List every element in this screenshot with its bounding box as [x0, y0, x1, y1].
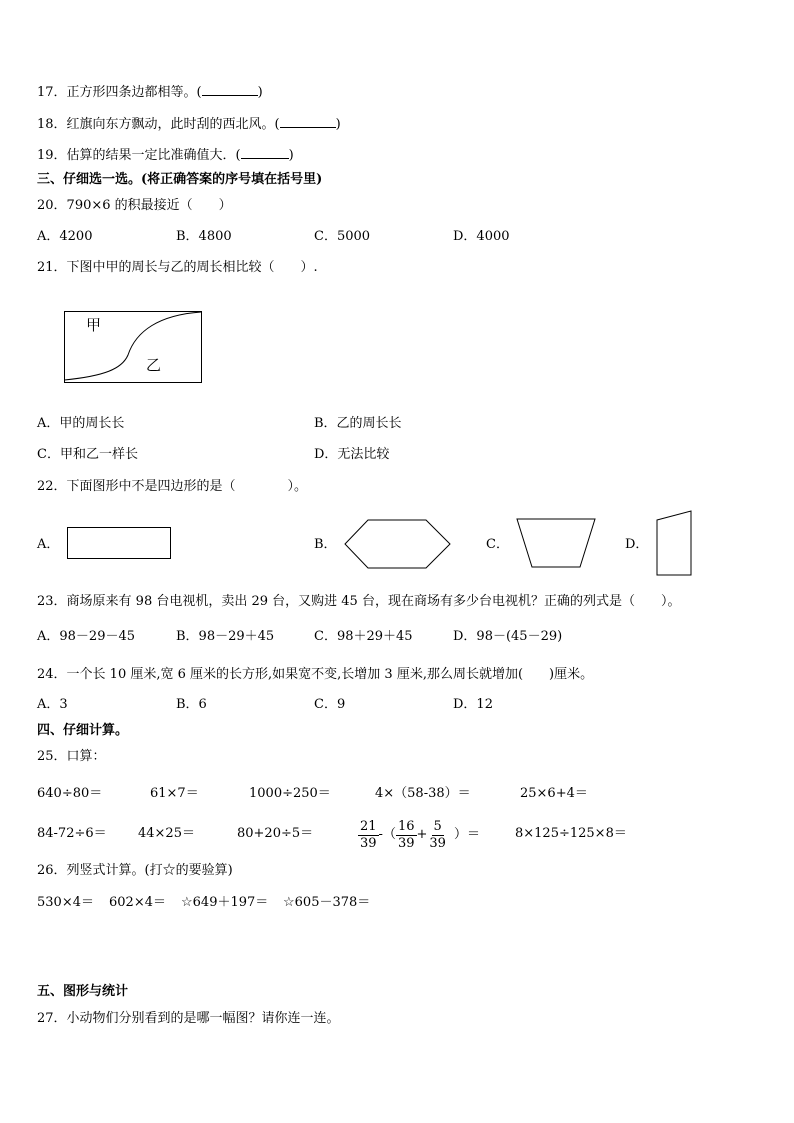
oral-calc-item: 4×（58-38）＝	[375, 786, 471, 801]
question-24: 24．一个长 10 厘米,宽 6 厘米的长方形,如果宽不变,长增加 3 厘米,那么周长就增加( )厘米。	[37, 667, 594, 682]
oral-calc-item: 640÷80＝	[37, 786, 103, 801]
vertical-calc-item: 530×4＝	[37, 895, 94, 910]
vertical-calc-item: 602×4＝	[109, 895, 166, 910]
question-21: 21．下图中甲的周长与乙的周长相比较（ ）.	[37, 260, 318, 275]
option-c: C．98＋29＋45	[314, 629, 413, 644]
question-23: 23．商场原来有 98 台电视机，卖出 29 台，又购进 45 台，现在商场有多少台电视机？正确的列式是（ ）。	[37, 594, 681, 609]
oral-calc-item: 61×7＝	[150, 786, 199, 801]
section-3-heading: 三、仔细选一选。(将正确答案的序号填在括号里)	[37, 172, 323, 187]
question-27: 27．小动物们分别看到的是哪一幅图？请你连一连。	[37, 1011, 340, 1026]
rectangle-shape	[67, 527, 171, 560]
question-26: 26．列竖式计算。(打☆的要验算)	[37, 863, 233, 878]
question-18: 18．红旗向东方飘动，此时刮的西北风。( )	[37, 117, 341, 132]
option-d: D．12	[453, 697, 493, 712]
option-a: A．3	[37, 697, 68, 712]
option-c: C．甲和乙一样长	[37, 447, 138, 462]
option-b: B．98－29＋45	[176, 629, 275, 644]
label-jia: 甲	[86, 316, 102, 334]
option-c: C．5000	[314, 229, 371, 244]
oral-calc-item: 84-72÷6＝	[37, 826, 107, 841]
vertical-calc-item: ☆649＋197＝	[181, 895, 269, 910]
question-25: 25．口算：	[37, 749, 106, 764]
question-17: 17．正方形四条边都相等。( )	[37, 85, 263, 100]
option-a: A．4200	[37, 229, 93, 244]
option-d: D．无法比较	[314, 447, 390, 462]
oral-calc-item: 25×6+4＝	[520, 786, 588, 801]
option-b: B．乙的周长长	[314, 416, 402, 431]
section-4-heading: 四、仔细计算。	[37, 723, 129, 738]
fraction-expression: $\frac{21}{39}$ -（ $\frac{16}{39}$ + $\frac{5}{39}$ ）＝	[360, 818, 480, 851]
option-b: B．	[314, 537, 337, 552]
option-d: D．98－(45－29)	[453, 629, 563, 644]
option-a: A．甲的周长长	[37, 416, 125, 431]
option-a: A．98－29－45	[37, 629, 136, 644]
trapezoid-shape	[516, 518, 596, 568]
question-19: 19．估算的结果一定比准确值大．( )	[37, 148, 294, 163]
oral-calc-item: 44×25＝	[138, 826, 195, 841]
question-20: 20．790×6 的积最接近（ ）	[37, 198, 232, 213]
option-c: C．9	[314, 697, 346, 712]
answer-blank[interactable]	[241, 146, 289, 159]
option-a: A．	[37, 537, 60, 552]
section-5-heading: 五、图形与统计	[37, 984, 129, 999]
option-d: D．4000	[453, 229, 510, 244]
oral-calc-item: 8×125÷125×8＝	[515, 826, 627, 841]
hexagon-shape	[344, 519, 451, 569]
right-trapezoid-shape	[656, 510, 693, 576]
option-d: D．	[625, 537, 649, 552]
question-22: 22．下面图形中不是四边形的是（ ）。	[37, 479, 308, 494]
option-b: B．6	[176, 697, 207, 712]
option-b: B．4800	[176, 229, 232, 244]
answer-blank[interactable]	[280, 115, 336, 128]
vertical-calc-item: ☆605－378＝	[283, 895, 371, 910]
option-c: C．	[486, 537, 509, 552]
answer-blank[interactable]	[202, 83, 258, 96]
oral-calc-item: 80+20÷5＝	[237, 826, 314, 841]
perimeter-figure	[64, 311, 202, 383]
oral-calc-item: 1000÷250＝	[249, 786, 331, 801]
label-yi: 乙	[146, 356, 162, 374]
